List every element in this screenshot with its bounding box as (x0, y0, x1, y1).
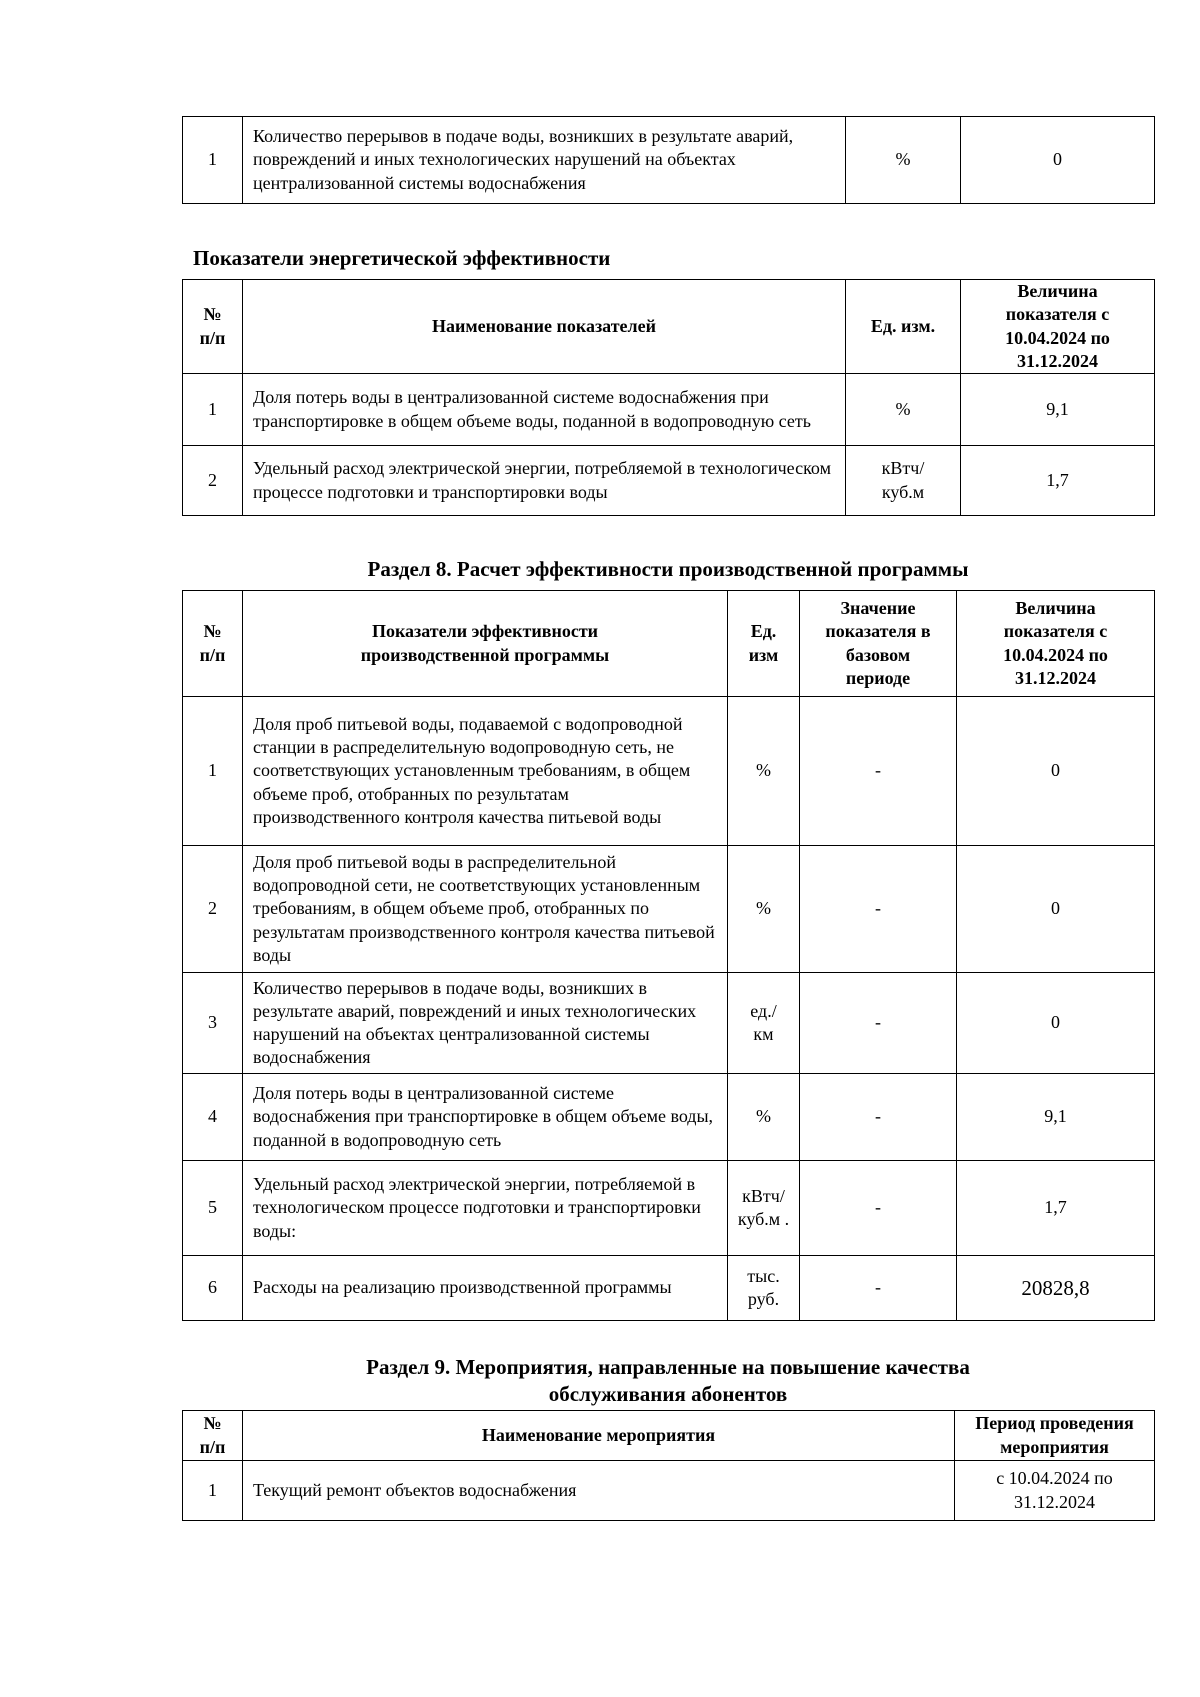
unit-cell: % (846, 117, 961, 204)
row-number: 6 (183, 1256, 243, 1321)
section-9-title-line-2: обслуживания абонентов (548, 1382, 788, 1406)
indicator-name: Доля проб питьевой воды в распределительной водопроводной сети, не соответствующих установленным требованиям, в общем объеме проб, отобранных по результатам производственного контроля качества питьевой воды (243, 846, 728, 973)
unit-cell: кВтч/ куб.м . (728, 1161, 800, 1256)
table-row (183, 374, 1155, 446)
header-value: Величина показателя с 10.04.2024 по 31.12.2024 (961, 280, 1155, 374)
table-row (183, 846, 1155, 973)
energy-efficiency-title: Показатели энергетической эффективности (193, 246, 611, 270)
row-number: 2 (183, 846, 243, 973)
table-row (183, 446, 1155, 516)
value-cell: 0 (961, 117, 1155, 204)
row-number: 1 (183, 697, 243, 846)
section-8-title: Раздел 8. Расчет эффективности производственной программы (367, 557, 969, 581)
table-row (183, 1256, 1155, 1321)
value-cell: 9,1 (957, 1074, 1155, 1161)
indicator-name: Расходы на реализацию производственной программы (243, 1256, 728, 1321)
value-cell: 1,7 (957, 1161, 1155, 1256)
header-name: Наименование показателей (243, 280, 846, 374)
base-value-cell: - (800, 973, 957, 1074)
value-cell: 20828,8 (957, 1256, 1155, 1321)
value-cell: 0 (957, 973, 1155, 1074)
period-cell: с 10.04.2024 по 31.12.2024 (955, 1461, 1155, 1521)
water-interruptions-table (182, 116, 1155, 204)
header-value: Величина показателя с 10.04.2024 по 31.12.2024 (957, 591, 1155, 697)
table-row (183, 697, 1155, 846)
base-value-cell: - (800, 1256, 957, 1321)
row-number: 1 (183, 374, 243, 446)
base-value-cell: - (800, 1161, 957, 1256)
row-number: 3 (183, 973, 243, 1074)
header-unit: Ед. изм. (846, 280, 961, 374)
table-header-row (183, 591, 1155, 697)
indicator-name: Доля проб питьевой воды, подаваемой с водопроводной станции в распределительную водопроводную сеть, не соответствующих установленным требованиям, в общем объеме проб, отобранных по результатам производственного контроля качества питьевой воды (243, 697, 728, 846)
table-row (183, 973, 1155, 1074)
table-header-row (183, 280, 1155, 374)
header-period: Период проведения мероприятия (955, 1411, 1155, 1461)
measure-name: Текущий ремонт объектов водоснабжения (243, 1461, 955, 1521)
table-row (183, 1074, 1155, 1161)
program-efficiency-table (182, 590, 1155, 1321)
base-value-cell: - (800, 846, 957, 973)
row-number: 5 (183, 1161, 243, 1256)
subscriber-service-measures-table (182, 1410, 1155, 1521)
unit-cell: кВтч/ куб.м (846, 446, 961, 516)
table-row (183, 117, 1155, 204)
row-number: 1 (183, 1461, 243, 1521)
header-name: Наименование мероприятия (243, 1411, 955, 1461)
base-value-cell: - (800, 1074, 957, 1161)
value-cell: 0 (957, 697, 1155, 846)
unit-cell: % (846, 374, 961, 446)
unit-cell: % (728, 697, 800, 846)
row-number: 2 (183, 446, 243, 516)
indicator-name: Количество перерывов в подаче воды, возникших в результате аварий, повреждений и иных технологических нарушений на объектах централизованной системы водоснабжения (243, 973, 728, 1074)
indicator-name: Удельный расход электрической энергии, потребляемой в технологическом процессе подготовки и транспортировки воды: (243, 1161, 728, 1256)
header-name: Показатели эффективности производственной программы (243, 591, 728, 697)
base-value-cell: - (800, 697, 957, 846)
indicator-name: Доля потерь воды в централизованной системе водоснабжения при транспортировке в общем объеме воды, поданной в водопроводную сеть (243, 374, 846, 446)
header-unit: Ед. изм (728, 591, 800, 697)
value-cell: 0 (957, 846, 1155, 973)
indicator-name: Доля потерь воды в централизованной системе водоснабжения при транспортировке в общем объеме воды, поданной в водопроводную сеть (243, 1074, 728, 1161)
table-row (183, 1461, 1155, 1521)
table-header-row (183, 1411, 1155, 1461)
indicator-name: Количество перерывов в подаче воды, возникших в результате аварий, повреждений и иных технологических нарушений на объектах централизованной системы водоснабжения (243, 117, 846, 204)
value-cell: 9,1 (961, 374, 1155, 446)
unit-cell: тыс. руб. (728, 1256, 800, 1321)
unit-cell: % (728, 846, 800, 973)
row-number: 4 (183, 1074, 243, 1161)
header-base-value: Значение показателя в базовом периоде (800, 591, 957, 697)
header-number: № п/п (183, 1411, 243, 1461)
value-cell: 1,7 (961, 446, 1155, 516)
indicator-name: Удельный расход электрической энергии, потребляемой в технологическом процессе подготовки и транспортировки воды (243, 446, 846, 516)
unit-cell: ед./ км (728, 973, 800, 1074)
energy-efficiency-table (182, 279, 1155, 516)
row-number: 1 (183, 117, 243, 204)
header-number: № п/п (183, 591, 243, 697)
section-9-title-line-1: Раздел 9. Мероприятия, направленные на повышение качества (366, 1355, 970, 1379)
header-number: № п/п (183, 280, 243, 374)
table-row (183, 1161, 1155, 1256)
unit-cell: % (728, 1074, 800, 1161)
